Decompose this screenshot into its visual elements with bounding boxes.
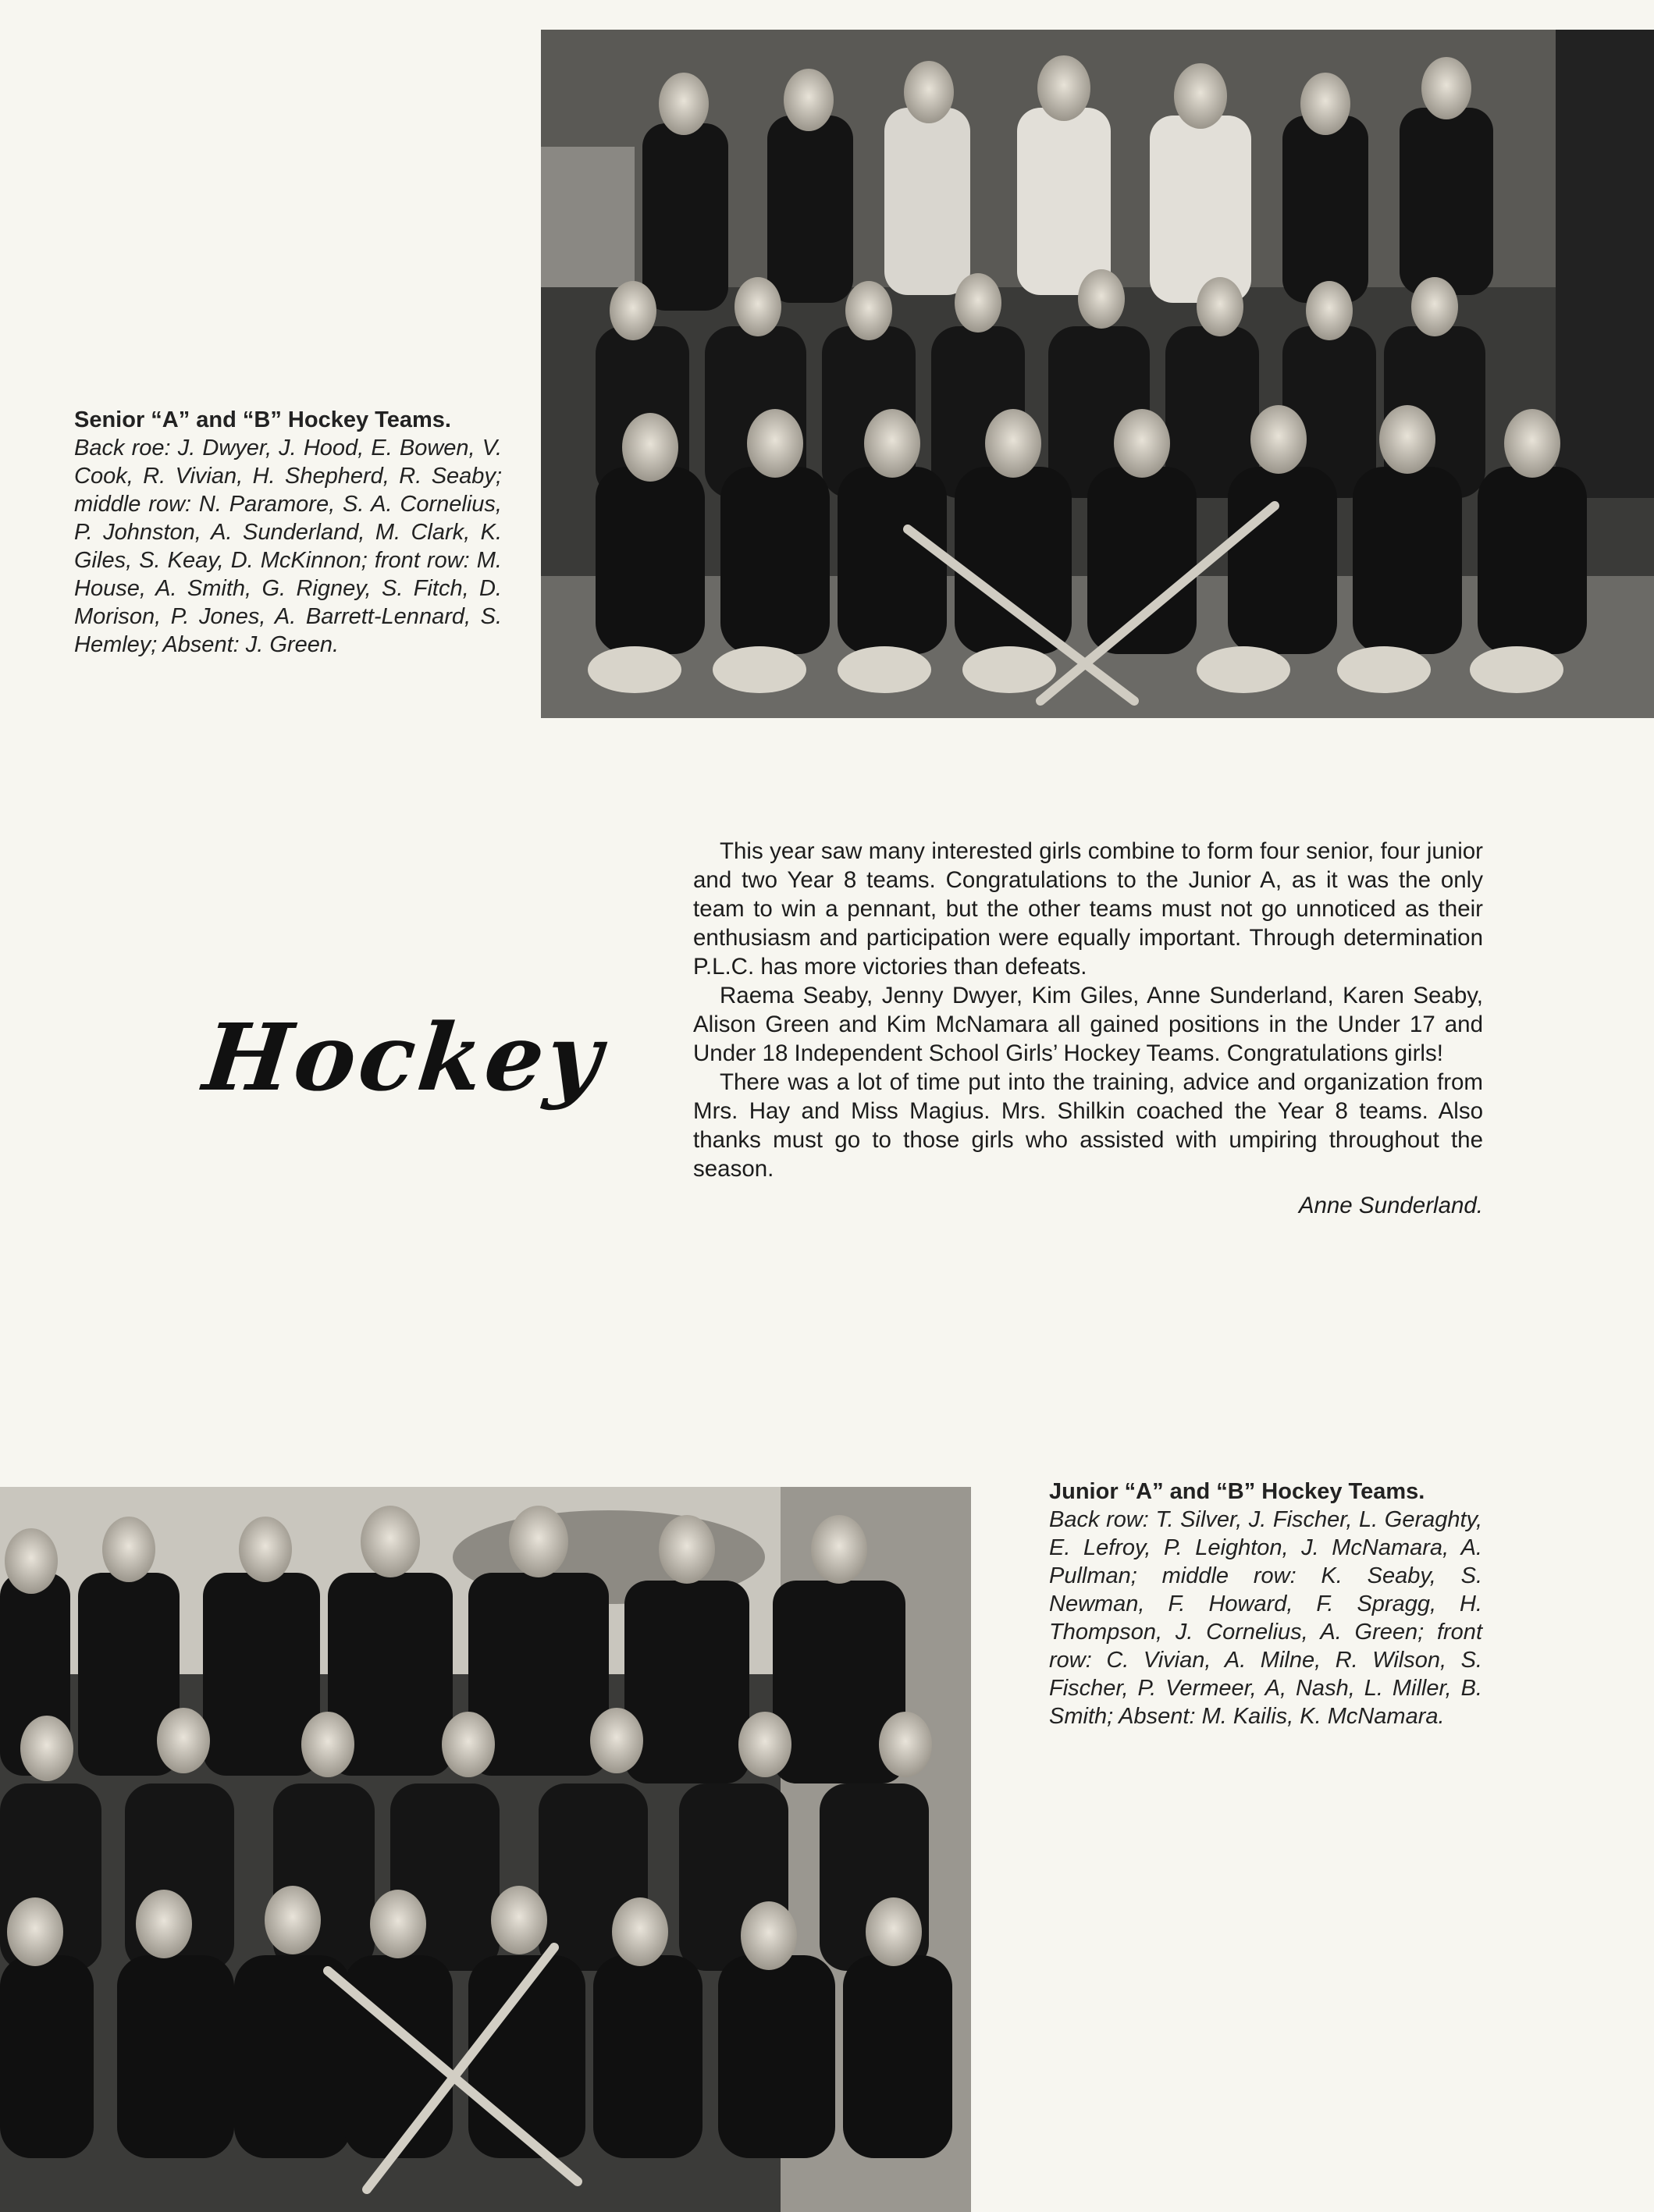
junior-caption-title: Junior “A” and “B” Hockey Teams. bbox=[1049, 1479, 1425, 1504]
article-paragraph: This year saw many interested girls combine to form four senior, four junior and two Year 8 teams. Congratulations to the Junior A, as it was the only team to win a pennant, but the other teams must not go unnoticed as their enthusiasm and participation were equally important. Through determination P.L.C. has more victories than defeats. bbox=[693, 838, 1483, 980]
senior-caption-title: Senior “A” and “B” Hockey Teams. bbox=[74, 407, 451, 432]
senior-team-photo bbox=[541, 30, 1654, 718]
article-paragraph: There was a lot of time put into the training, advice and organization from Mrs. Hay and Miss Magius. Mrs. Shilkin coached the Year 8 teams. Also thanks must go to those girls who assisted with umpiring throughout the season. bbox=[693, 1069, 1483, 1182]
section-title: Hockey bbox=[198, 1003, 610, 1111]
senior-team-photo-drawing bbox=[541, 30, 1654, 718]
junior-caption-names: Back row: T. Silver, J. Fischer, L. Geraghty, E. Lefroy, P. Leighton, J. McNamara, A. Pullman; middle row: K. Seaby, S. Newman, F. Howard, F. Spragg, H. Thompson, J. Cornelius, A. Green; front row: C. Vivian, A. Milne, R. Wilson, S. Fischer, P. Vermeer, A, Nash, L. Miller, B. Smith; Absent: M. Kailis, K. McNamara. bbox=[1049, 1507, 1482, 1729]
senior-caption-names: Back roe: J. Dwyer, J. Hood, E. Bowen, V. Cook, R. Vivian, H. Shepherd, R. Seaby; middle row: N. Paramore, S. A. Cornelius, P. Johnston, A. Sunderland, M. Clark, K. Giles, S. Keay, D. McKinnon; front row: M. House, A. Smith, G. Rigney, S. Fitch, D. Morison, P. Jones, A. Barrett-Lennard, S. Hemley; Absent: J. Green. bbox=[74, 436, 502, 657]
junior-team-photo bbox=[0, 1487, 971, 2212]
article-byline: Anne Sunderland. bbox=[1298, 1193, 1483, 1218]
junior-team-photo-drawing bbox=[0, 1487, 971, 2212]
senior-team-caption bbox=[74, 406, 502, 659]
junior-team-caption bbox=[1049, 1478, 1482, 1730]
article-paragraph: Raema Seaby, Jenny Dwyer, Kim Giles, Anne Sunderland, Karen Seaby, Alison Green and Kim McNamara all gained positions in the Under 17 and Under 18 Independent School Girls’ Hockey Teams. Congratulations girls! bbox=[693, 983, 1483, 1066]
article-body bbox=[693, 837, 1483, 1220]
